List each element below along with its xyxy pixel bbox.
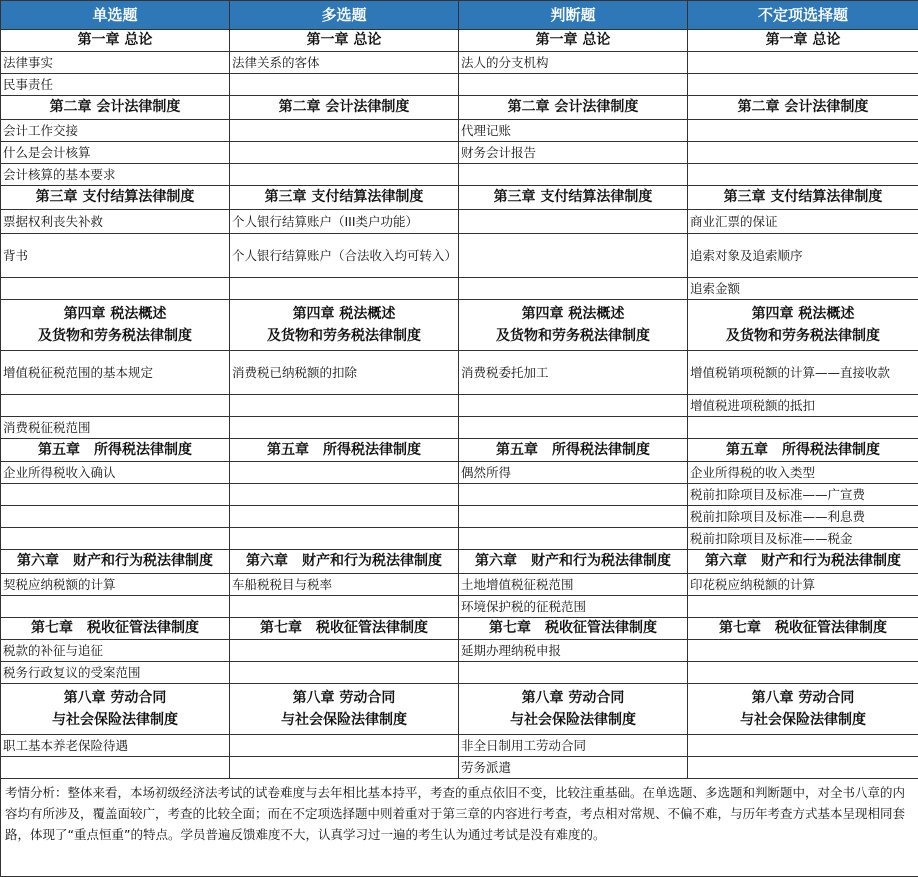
chapter-row-7 [1, 618, 918, 640]
chapter-title [459, 300, 688, 351]
table-cell: 职工基本养老保险待遇 [1, 735, 230, 757]
chapter-title: 第七章 税收征管法律制度 [230, 618, 459, 640]
chapter-title [230, 684, 459, 735]
chapter-title-line: 与社会保险法律制度 [740, 712, 866, 728]
table-cell [688, 120, 918, 142]
table-cell: 增值税销项税额的计算——直接收款 [688, 351, 918, 395]
table-cell: 个人银行结算账户（合法收入均可转入） [230, 234, 459, 278]
table-row [1, 142, 918, 164]
table-cell [230, 757, 459, 779]
chapter-title: 第二章 会计法律制度 [688, 96, 918, 120]
table-cell [1, 528, 230, 550]
table-cell [1, 596, 230, 618]
table-cell [230, 640, 459, 662]
table-cell: 税前扣除项目及标准——税金 [688, 528, 918, 550]
table-cell: 背书 [1, 234, 230, 278]
chapter-title-line: 与社会保险法律制度 [510, 712, 636, 728]
chapter-title: 第六章 财产和行为税法律制度 [459, 550, 688, 574]
chapter-title [688, 684, 918, 735]
table-row [1, 662, 918, 684]
table-cell [688, 142, 918, 164]
chapter-title [459, 684, 688, 735]
table-cell [688, 74, 918, 96]
chapter-title: 第六章 财产和行为税法律制度 [688, 550, 918, 574]
chapter-row-3 [1, 186, 918, 210]
table-cell: 税务行政复议的受案范围 [1, 662, 230, 684]
chapter-title: 第三章 支付结算法律制度 [1, 186, 230, 210]
chapter-title: 第五章 所得税法律制度 [1, 439, 230, 462]
table-cell: 非全日制用工劳动合同 [459, 735, 688, 757]
table-row [1, 757, 918, 779]
table-cell: 车船税税目与税率 [230, 574, 459, 596]
table-row [1, 735, 918, 757]
table-row [1, 506, 918, 528]
table-row [1, 120, 918, 142]
chapter-title-line: 第八章 劳动合同 [522, 690, 625, 706]
table-cell: 商业汇票的保证 [688, 210, 918, 234]
chapter-title-line: 及货物和劳务税法律制度 [496, 328, 650, 344]
table-cell: 票据权利丧失补救 [1, 210, 230, 234]
table-cell [230, 395, 459, 417]
chapter-title: 第二章 会计法律制度 [230, 96, 459, 120]
chapter-title: 第一章 总论 [459, 30, 688, 52]
table-cell [459, 662, 688, 684]
table-cell [459, 395, 688, 417]
chapter-title [1, 684, 230, 735]
table-cell: 财务会计报告 [459, 142, 688, 164]
chapter-title-line: 第四章 税法概述 [522, 306, 625, 322]
chapter-title-line: 与社会保险法律制度 [52, 712, 178, 728]
table-cell: 追索金额 [688, 278, 918, 300]
header-row [1, 1, 918, 30]
table-cell: 增值税征税范围的基本规定 [1, 351, 230, 395]
table-cell [459, 210, 688, 234]
table-cell: 税前扣除项目及标准——利息费 [688, 506, 918, 528]
table-cell [459, 278, 688, 300]
chapter-title-line: 及货物和劳务税法律制度 [726, 328, 880, 344]
table-row [1, 484, 918, 506]
chapter-row-5 [1, 439, 918, 462]
chapter-row-4 [1, 300, 918, 351]
chapter-title-line: 及货物和劳务税法律制度 [267, 328, 421, 344]
table-cell [230, 164, 459, 186]
table-row [1, 417, 918, 439]
table-cell: 消费税已纳税额的扣除 [230, 351, 459, 395]
chapter-row-1 [1, 30, 918, 52]
table-cell [459, 417, 688, 439]
table-cell: 增值税进项税额的抵扣 [688, 395, 918, 417]
table-cell: 偶然所得 [459, 462, 688, 484]
table-cell [688, 417, 918, 439]
chapter-title: 第一章 总论 [688, 30, 918, 52]
chapter-title: 第五章 所得税法律制度 [688, 439, 918, 462]
table-cell: 民事责任 [1, 74, 230, 96]
table-cell [1, 757, 230, 779]
chapter-title-line: 第八章 劳动合同 [293, 690, 396, 706]
table-row [1, 462, 918, 484]
chapter-title: 第二章 会计法律制度 [459, 96, 688, 120]
table-cell [459, 164, 688, 186]
chapter-title [230, 300, 459, 351]
table-cell [230, 596, 459, 618]
chapter-row-6 [1, 550, 918, 574]
table-cell: 会计工作交接 [1, 120, 230, 142]
table-row [1, 640, 918, 662]
header-multiple-choice: 多选题 [230, 1, 459, 30]
header-indefinite-choice: 不定项选择题 [688, 1, 918, 30]
chapter-title: 第五章 所得税法律制度 [459, 439, 688, 462]
table-cell: 企业所得税的收入类型 [688, 462, 918, 484]
table-row [1, 52, 918, 74]
table-row [1, 278, 918, 300]
table-cell [459, 528, 688, 550]
chapter-title: 第六章 财产和行为税法律制度 [1, 550, 230, 574]
table-cell: 税前扣除项目及标准——广宣费 [688, 484, 918, 506]
table-cell: 法律关系的客体 [230, 52, 459, 74]
analysis-row [1, 779, 918, 877]
table-row [1, 596, 918, 618]
chapter-title: 第二章 会计法律制度 [1, 96, 230, 120]
table-cell [1, 278, 230, 300]
table-cell [230, 417, 459, 439]
header-true-false: 判断题 [459, 1, 688, 30]
chapter-title: 第六章 财产和行为税法律制度 [230, 550, 459, 574]
chapter-title: 第三章 支付结算法律制度 [230, 186, 459, 210]
table-row [1, 210, 918, 234]
table-cell [230, 506, 459, 528]
chapter-title-line: 及货物和劳务税法律制度 [38, 328, 192, 344]
table-cell: 追索对象及追索顺序 [688, 234, 918, 278]
table-row [1, 395, 918, 417]
chapter-title: 第七章 税收征管法律制度 [1, 618, 230, 640]
table-cell: 代理记账 [459, 120, 688, 142]
table-cell [688, 662, 918, 684]
chapter-title: 第五章 所得税法律制度 [230, 439, 459, 462]
chapter-title-line: 与社会保险法律制度 [281, 712, 407, 728]
table-cell [230, 142, 459, 164]
table-cell: 企业所得税收入确认 [1, 462, 230, 484]
table-cell: 消费税委托加工 [459, 351, 688, 395]
table-cell [688, 596, 918, 618]
table-cell [1, 506, 230, 528]
table-cell [230, 735, 459, 757]
table-row [1, 528, 918, 550]
table-cell [459, 484, 688, 506]
chapter-title-line: 第四章 税法概述 [752, 306, 855, 322]
table-cell: 什么是会计核算 [1, 142, 230, 164]
table-cell: 法人的分支机构 [459, 52, 688, 74]
table-cell: 消费税征税范围 [1, 417, 230, 439]
table-cell: 个人银行结算账户（III类户功能） [230, 210, 459, 234]
table-cell [230, 74, 459, 96]
chapter-title [688, 300, 918, 351]
table-cell [230, 484, 459, 506]
chapter-title: 第一章 总论 [230, 30, 459, 52]
chapter-title: 第三章 支付结算法律制度 [688, 186, 918, 210]
chapter-title-line: 第四章 税法概述 [293, 306, 396, 322]
chapter-title [1, 300, 230, 351]
chapter-title-line: 第八章 劳动合同 [64, 690, 167, 706]
table-cell [459, 506, 688, 528]
table-cell: 延期办理纳税申报 [459, 640, 688, 662]
table-cell [459, 74, 688, 96]
table-row [1, 164, 918, 186]
table-cell [688, 735, 918, 757]
header-single-choice: 单选题 [1, 1, 230, 30]
table-cell [688, 640, 918, 662]
chapter-row-2 [1, 96, 918, 120]
table-cell: 契税应纳税额的计算 [1, 574, 230, 596]
table-row [1, 234, 918, 278]
table-cell [688, 52, 918, 74]
chapter-row-8 [1, 684, 918, 735]
chapter-title: 第七章 税收征管法律制度 [688, 618, 918, 640]
chapter-title-line: 第四章 税法概述 [64, 306, 167, 322]
table-cell [688, 164, 918, 186]
table-cell [230, 278, 459, 300]
table-cell [230, 662, 459, 684]
table-cell: 法律事实 [1, 52, 230, 74]
table-cell: 劳务派遣 [459, 757, 688, 779]
table-row [1, 351, 918, 395]
table-cell [230, 528, 459, 550]
table-cell [459, 234, 688, 278]
table-cell [1, 395, 230, 417]
table-cell: 土地增值税征税范围 [459, 574, 688, 596]
chapter-title-line: 第八章 劳动合同 [752, 690, 855, 706]
chapter-title: 第三章 支付结算法律制度 [459, 186, 688, 210]
table-cell [1, 484, 230, 506]
analysis-text: 考情分析：整体来看，本场初级经济法考试的试卷难度与去年相比基本持平，考查的重点依旧不变，比较注重基础。在单选题、多选题和判断题中，对全书八章的内容均有所涉及，覆盖面较广，考查的比较全面；而在不定项选择题中则着重对于第三章的内容进行考查，考点相对常规、不偏不难，与历年考查方式基本呈现相同套路，体现了“重点恒重”的特点。学员普遍反馈难度不大，认真学习过一遍的考生认为通过考试是没有难度的。 [1, 779, 918, 877]
chapter-title: 第七章 税收征管法律制度 [459, 618, 688, 640]
table-cell [230, 120, 459, 142]
table-cell: 会计核算的基本要求 [1, 164, 230, 186]
table-cell: 印花税应纳税额的计算 [688, 574, 918, 596]
table-row [1, 74, 918, 96]
table-cell: 税款的补征与追征 [1, 640, 230, 662]
table-row [1, 574, 918, 596]
table-cell: 环境保护税的征税范围 [459, 596, 688, 618]
table-cell [688, 757, 918, 779]
table-cell [230, 462, 459, 484]
chapter-title: 第一章 总论 [1, 30, 230, 52]
